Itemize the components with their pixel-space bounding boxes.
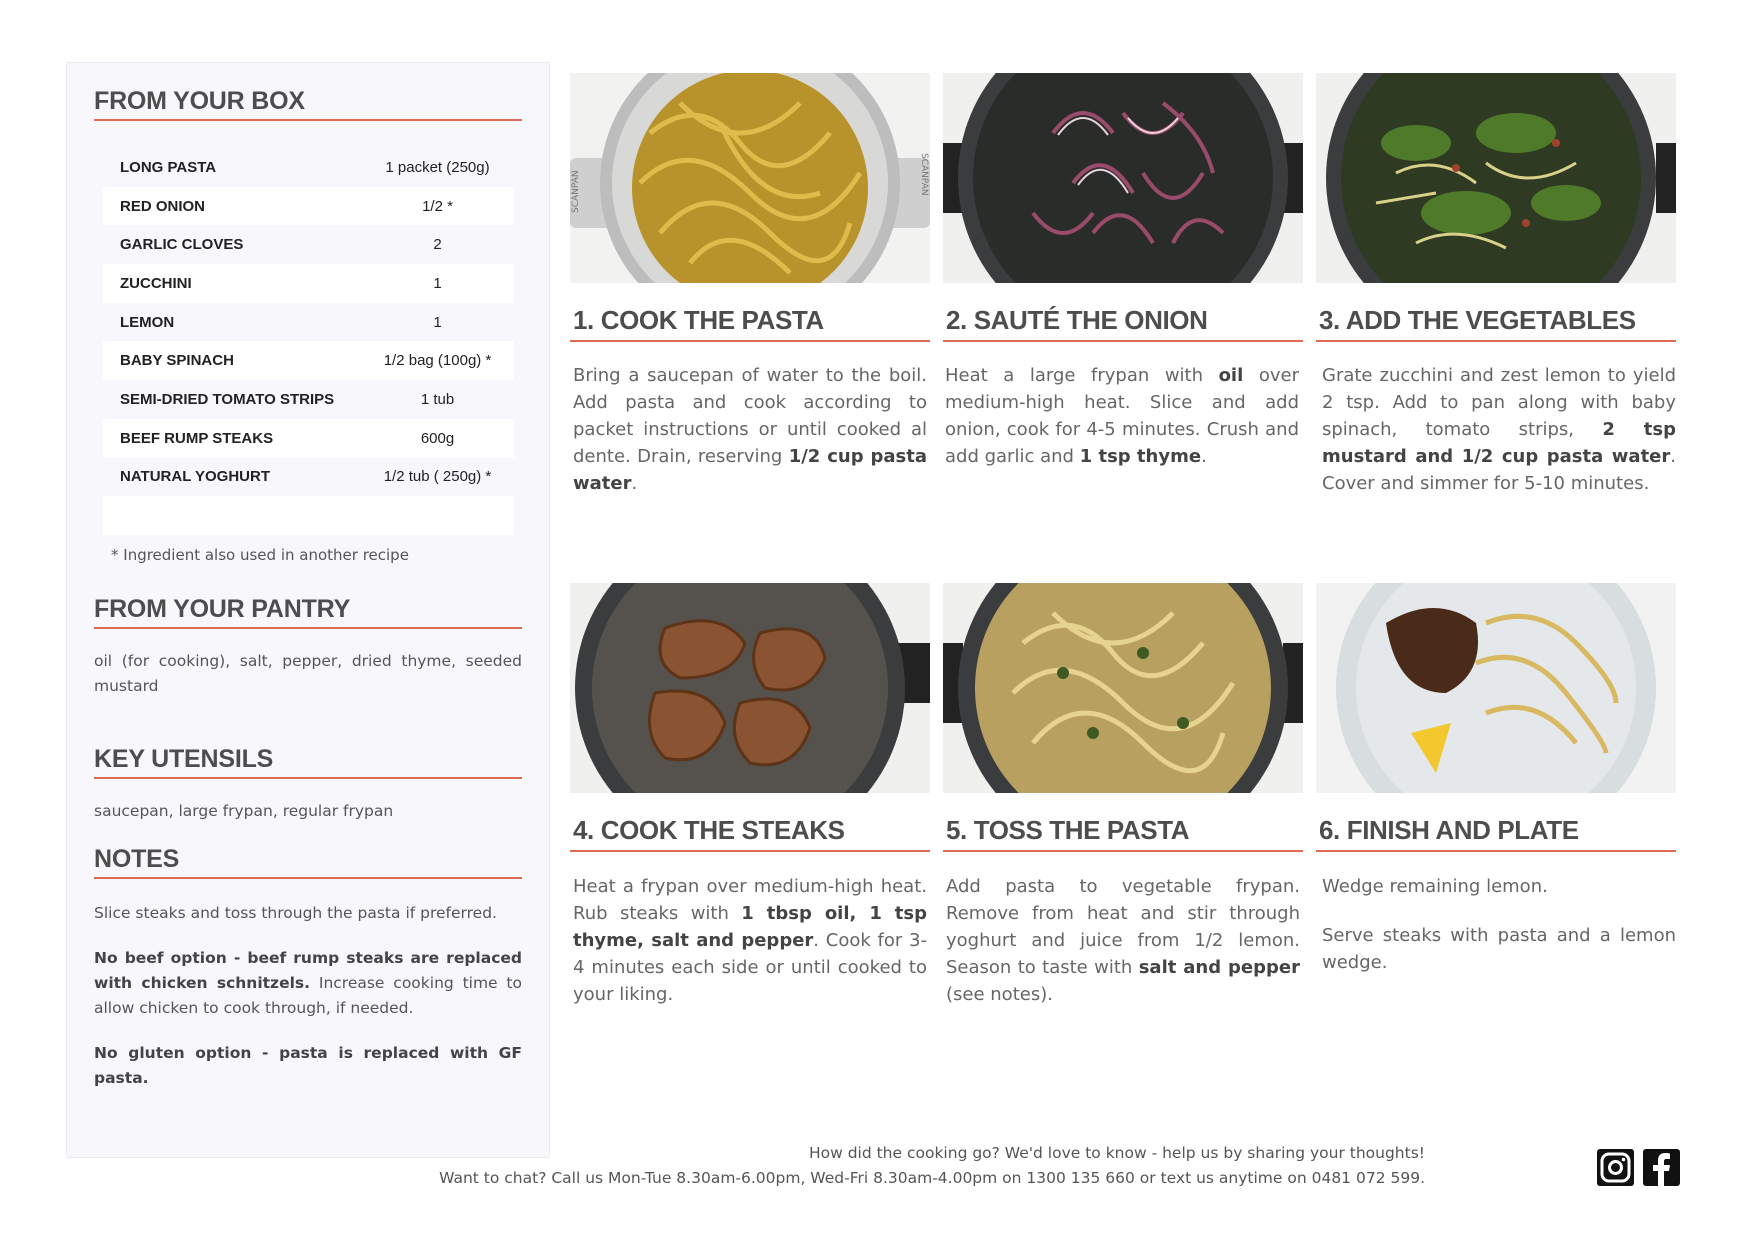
- step-5-title: 5. TOSS THE PASTA: [943, 815, 1303, 852]
- step-6-line-1: Wedge remaining lemon.: [1322, 876, 1548, 897]
- sidebar-panel: [66, 62, 550, 1158]
- note-no-beef-rest: Increase cooking time to allow chicken to cook through, if needed.: [94, 974, 522, 1017]
- facebook-icon[interactable]: [1643, 1149, 1680, 1186]
- notes-text: [94, 901, 522, 1091]
- table-row: [103, 380, 514, 419]
- step-5-text: [946, 873, 1300, 1008]
- step-text-part: Heat a frypan over medium-high heat. Rub steaks with: [573, 876, 927, 924]
- table-row-empty: [103, 496, 514, 535]
- key-utensils-heading: KEY UTENSILS: [94, 745, 522, 779]
- step-3-text: [1322, 362, 1676, 497]
- step-6-title: 6. FINISH AND PLATE: [1316, 815, 1676, 852]
- note-slice-steaks: Slice steaks and toss through the pasta if preferred.: [94, 904, 497, 922]
- ingredient-name: SEMI-DRIED TOMATO STRIPS: [120, 390, 335, 408]
- table-row: [103, 303, 514, 342]
- ingredient-qty: 600g: [420, 429, 455, 447]
- ingredient-name: LEMON: [120, 313, 175, 331]
- step-1-text: [573, 362, 927, 497]
- step-3-photo: [1316, 73, 1676, 283]
- step-text-part: Add pasta to vegetable frypan. Remove from heat and stir through yoghurt and juice from 1/2 lemon. Season to taste with: [946, 876, 1300, 978]
- step-2-title: 2. SAUTÉ THE ONION: [943, 305, 1303, 342]
- step-6-line-2: Serve steaks with pasta and a lemon wedge.: [1322, 925, 1676, 973]
- step-text-bold: salt and pepper: [1138, 957, 1300, 978]
- table-row: [103, 419, 514, 458]
- ingredient-qty: 1/2 bag (100g) *: [383, 352, 492, 370]
- step-2-text: [945, 362, 1299, 470]
- from-your-pantry-heading: FROM YOUR PANTRY: [94, 595, 522, 629]
- pan-brand-label: SCANPAN: [571, 170, 581, 213]
- step-text-part: over medium-high heat. Slice and add onion, cook for 4-5 minutes. Crush and add garlic and: [945, 365, 1299, 467]
- step-6-photo: [1316, 583, 1676, 793]
- utensils-text: saucepan, large frypan, regular frypan: [94, 802, 394, 820]
- step-text-bold: 2 tsp mustard and 1/2 cup pasta water: [1322, 419, 1676, 467]
- ingredient-name: GARLIC CLOVES: [120, 236, 244, 254]
- note-no-gluten: [94, 1041, 522, 1091]
- step-3-title: 3. ADD THE VEGETABLES: [1316, 305, 1676, 342]
- step-text-bold: oil: [1218, 365, 1244, 386]
- pan-brand-label: SCANPAN: [919, 153, 929, 196]
- shared-ingredient-note: * Ingredient also used in another recipe: [111, 546, 409, 564]
- ingredient-qty: 1 packet (250g): [385, 158, 490, 176]
- ingredient-name: LONG PASTA: [120, 158, 217, 176]
- ingredient-qty: 1 tub: [420, 390, 455, 408]
- instagram-icon[interactable]: [1597, 1149, 1634, 1186]
- table-row: [103, 187, 514, 226]
- step-text-part: Grate zucchini and zest lemon to yield 2 tsp. Add to pan along with baby spinach, tomato strips,: [1322, 365, 1676, 440]
- step-4-photo: [570, 583, 930, 793]
- step-6-text: [1322, 873, 1676, 976]
- step-4-text: [573, 873, 927, 1008]
- step-2-photo: [943, 73, 1303, 283]
- notes-heading: NOTES: [94, 845, 522, 879]
- ingredient-name: BEEF RUMP STEAKS: [120, 429, 274, 447]
- step-text-bold: 1 tbsp oil, 1 tsp thyme, salt and pepper: [573, 903, 927, 951]
- table-row: [103, 225, 514, 264]
- step-text-part: .: [631, 473, 638, 494]
- step-5-photo: [943, 583, 1303, 793]
- ingredient-name: NATURAL YOGHURT: [120, 468, 270, 486]
- step-text-part: . Cook for 3-4 minutes each side or until cooked to your liking.: [573, 930, 928, 1005]
- contact-text: Want to chat? Call us Mon-Tue 8.30am-6.00pm, Wed-Fri 8.30am-4.00pm on 1300 135 660 or text us anytime on 0481 072 599.: [439, 1169, 1425, 1187]
- step-1-photo: [570, 73, 930, 283]
- from-your-box-heading: FROM YOUR BOX: [94, 87, 522, 121]
- ingredient-qty: 1/2 tub ( 250g) *: [383, 468, 492, 486]
- note-no-gluten-bold: No gluten option - pasta is replaced with GF pasta.: [94, 1044, 522, 1087]
- table-row: [103, 341, 514, 380]
- pantry-text: oil (for cooking), salt, pepper, dried thyme, seeded mustard: [94, 652, 522, 695]
- step-text-bold: 1 tsp thyme: [1079, 446, 1202, 467]
- step-text-part: .: [1201, 446, 1207, 467]
- ingredient-name: RED ONION: [120, 197, 206, 215]
- ingredient-name: BABY SPINACH: [120, 352, 234, 370]
- feedback-text: How did the cooking go? We'd love to know - help us by sharing your thoughts!: [808, 1144, 1425, 1162]
- ingredient-name: ZUCCHINI: [120, 274, 192, 292]
- note-no-beef: [94, 946, 522, 1021]
- step-4-title: 4. COOK THE STEAKS: [570, 815, 930, 852]
- ingredient-qty: 2: [433, 236, 442, 254]
- step-text-part: Bring a saucepan of water to the boil. Add pasta and cook according to packet instructions or until cooked al dente. Drain, reserving: [573, 365, 927, 467]
- ingredients-table: [103, 148, 514, 535]
- step-1-title: 1. COOK THE PASTA: [570, 305, 930, 342]
- table-row: [103, 458, 514, 497]
- table-row: [103, 264, 514, 303]
- step-text-part: (see notes).: [946, 984, 1053, 1005]
- step-text-part: Heat a large frypan with: [945, 365, 1219, 386]
- ingredient-qty: 1: [433, 274, 442, 292]
- ingredient-qty: 1: [433, 313, 442, 331]
- step-text-part: . Cover and simmer for 5-10 minutes.: [1322, 446, 1676, 494]
- note-no-beef-bold: No beef option - beef rump steaks are replaced with chicken schnitzels.: [94, 949, 522, 992]
- table-row: [103, 148, 514, 187]
- ingredient-qty: 1/2 *: [422, 197, 453, 215]
- step-text-bold: 1/2 cup pasta water: [573, 446, 927, 494]
